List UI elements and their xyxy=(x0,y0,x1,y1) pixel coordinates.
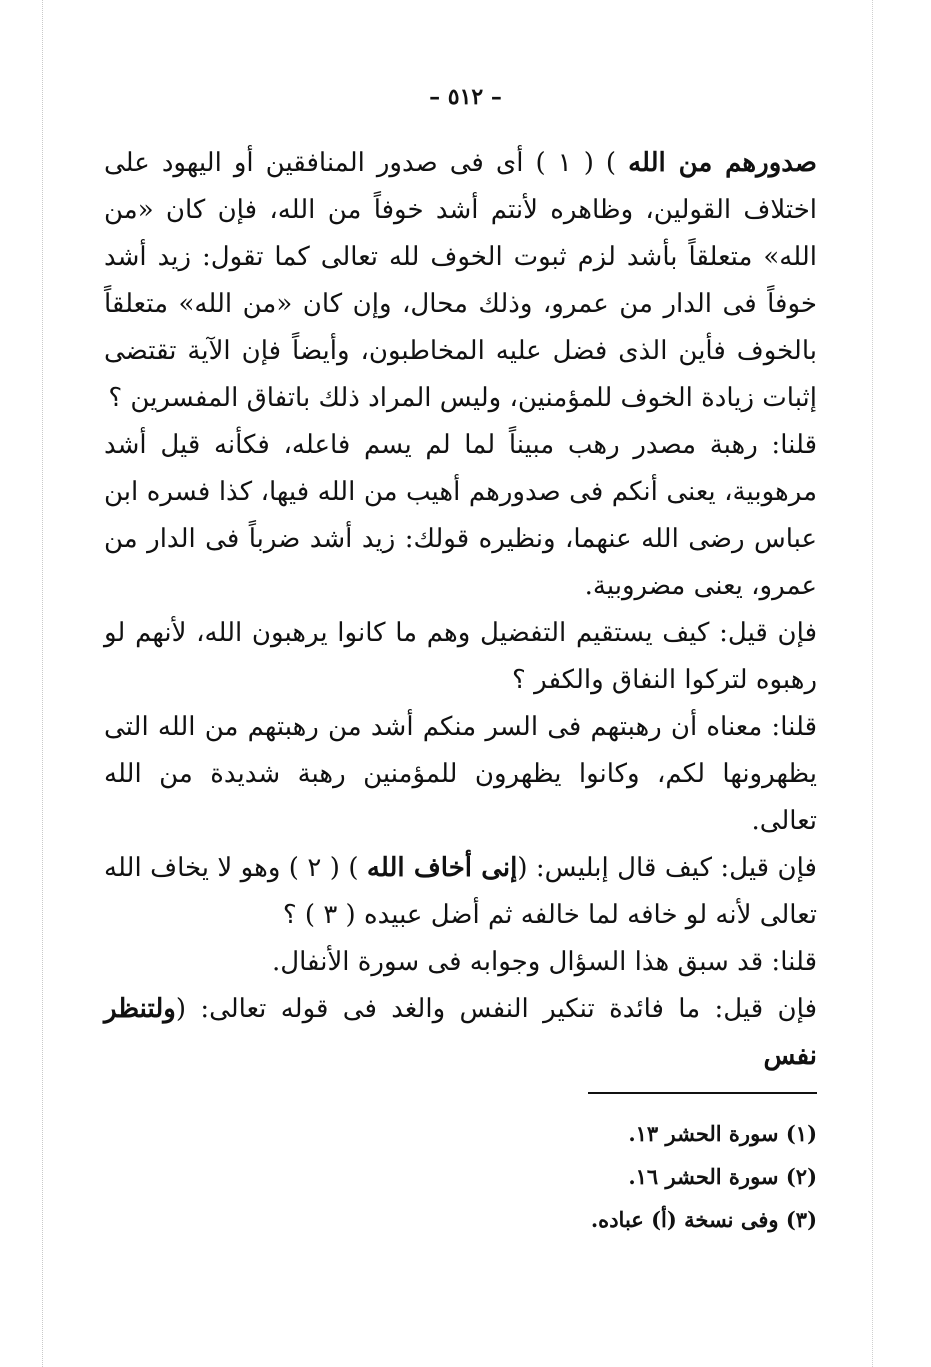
paragraph-1 xyxy=(104,140,817,422)
quran-quote: ولتنظر نفس xyxy=(104,994,817,1071)
footnote-2: (٢) سورة الحشر ١٦. xyxy=(628,1164,817,1189)
footnotes xyxy=(400,1112,817,1241)
paragraph-2: قلنا: رهبة مصدر رهب مبيناً لما لم يسم فاعله، فكأنه قيل أشد مرهوبية، يعنى أنكم فى صدورهم أهيب من الله فيها، كذا فسره ابن عباس رضى الله عنهما، ونظيره قولك: زيد أشد ضرباً فى الدار من عمرو، يعنى مضروبية. xyxy=(104,430,817,601)
footnote-divider xyxy=(588,1092,817,1094)
paragraph-text: ) ( ١ ) أى فى صدور المنافقين أو اليهود على اختلاف القولين، وظاهره لأنتم أشد خوفاً من الله، فإن كان «من الله» متعلقاً بأشد لزم ثبوت الخوف لله تعالى كما تقول: زيد أشد خوفاً فى الدار من عمرو، وذلك محال، وإن كان «من الله» متعلقاً بالخوف فأين الذى فضل عليه المخاطبون، وأيضاً فإن الآية تقتضى إثبات زيادة الخوف للمؤمنين، وليس المراد ذلك باتفاق المفسرين ؟ xyxy=(104,148,817,413)
paragraph-4: قلنا: معناه أن رهبتهم فى السر منكم أشد من رهبتهم من الله التى يظهرونها لكم، وكانوا يظهرون للمؤمنين رهبة شديدة من الله تعالى. xyxy=(104,712,817,836)
paragraph-7 xyxy=(104,986,817,1080)
scan-edge-right xyxy=(872,0,873,1367)
scan-edge-left xyxy=(42,0,43,1367)
paragraph-3: فإن قيل: كيف يستقيم التفضيل وهم ما كانوا يرهبون الله، لأنهم لو رهبوه لتركوا النفاق والكفر ؟ xyxy=(104,618,817,695)
paragraph-6: قلنا: قد سبق هذا السؤال وجوابه فى سورة الأنفال. xyxy=(271,947,817,977)
paragraph-text: فإن قيل: كيف قال إبليس: ( xyxy=(517,853,817,883)
paragraph-text: ) ( ٢ ) وهو لا يخاف الله تعالى لأنه لو خافه لما خالفه ثم أضل عبيده ( ٣ ) ؟ xyxy=(104,853,817,930)
footnote-3: (٣) وفى نسخة (أ) عباده. xyxy=(590,1207,817,1232)
paragraph-5 xyxy=(104,845,817,939)
paragraph-text: فإن قيل: ما فائدة تنكير النفس والغد فى قوله تعالى: ( xyxy=(175,994,817,1024)
body-text xyxy=(104,140,817,1080)
footnote-1: (١) سورة الحشر ١٣. xyxy=(628,1121,817,1146)
quran-quote: إنى أخاف الله xyxy=(366,853,518,883)
page-number: – ٥١٢ – xyxy=(429,84,502,110)
paragraph-lead: صدورهم من الله xyxy=(628,148,817,178)
